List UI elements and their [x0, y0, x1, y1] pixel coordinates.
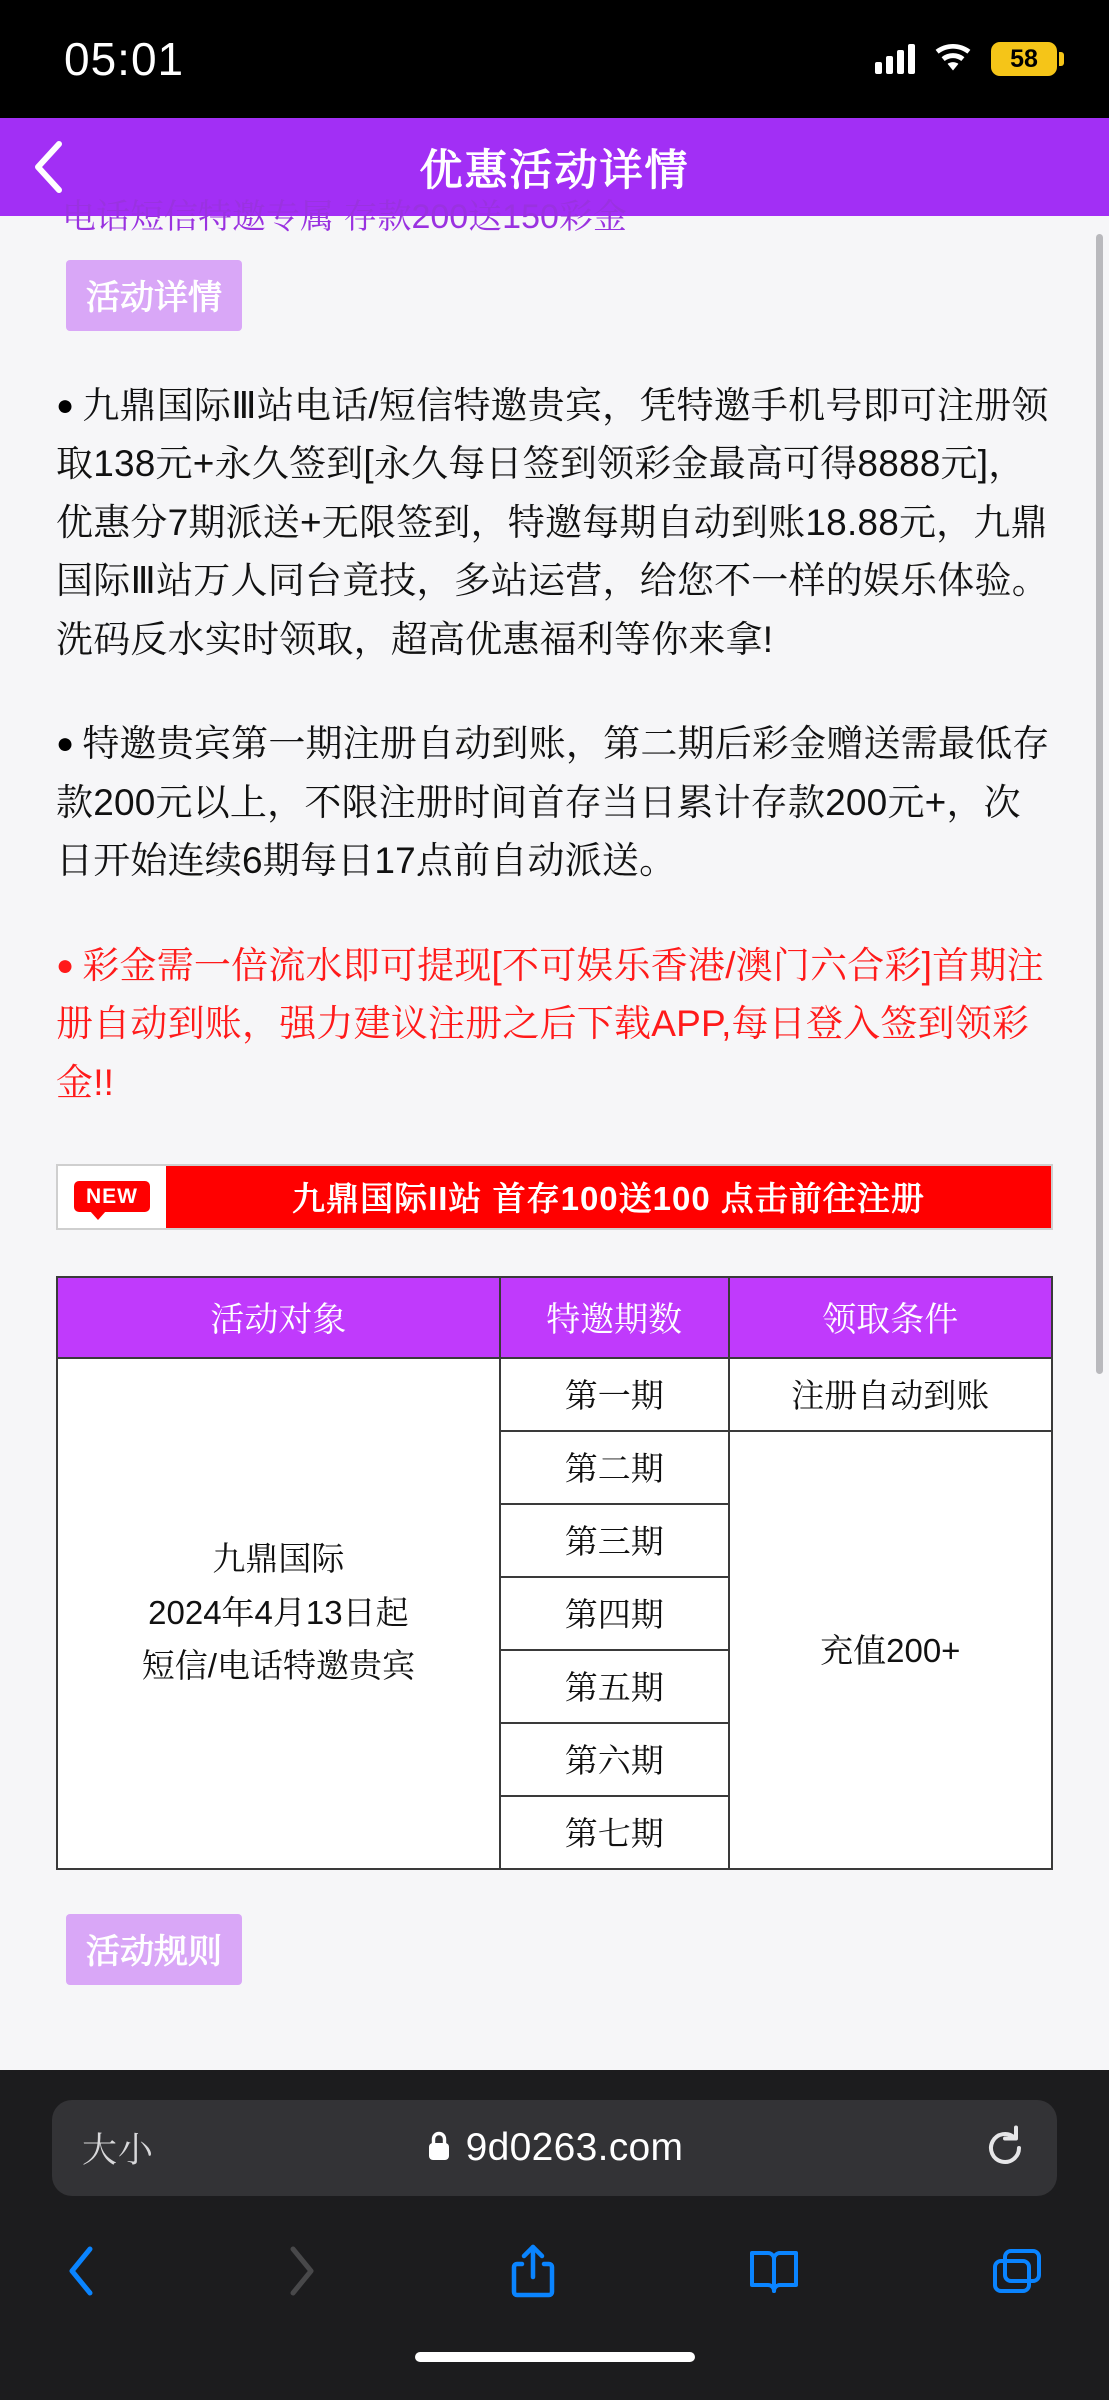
url-text: 9d0263.com	[465, 2126, 684, 2169]
table-header-row	[57, 1277, 1052, 1358]
forward-button[interactable]	[287, 2245, 317, 2297]
section-label-rules: 活动规则	[66, 1914, 242, 1985]
table-cell-object	[57, 1358, 500, 1869]
paragraph-1-text: 九鼎国际Ⅲ站电话/短信特邀贵宾，凭特邀手机号即可注册领取138元+永久签到[永久每日签到领彩金最高可得8888元]，优惠分7期派送+无限签到，特邀每期自动到账18.88元，九鼎国际Ⅲ站万人同台竟技，多站运营，给您不一样的娱乐体验。洗码反水实时领取，超高优惠福利等你来拿!	[56, 385, 1049, 660]
bullet-icon: ●	[56, 727, 75, 761]
browser-bottom-bar	[0, 2070, 1109, 2400]
object-line-3: 短信/电话特邀贵宾	[141, 1647, 415, 1685]
promo-banner[interactable]	[56, 1164, 1053, 1230]
object-line-1: 九鼎国际	[212, 1540, 345, 1578]
new-badge-wrap	[58, 1166, 166, 1228]
lock-icon	[426, 2130, 452, 2167]
paragraph-1	[0, 377, 1109, 669]
battery-indicator: 58	[991, 42, 1057, 76]
promo-table	[56, 1276, 1053, 1870]
paragraph-3	[0, 937, 1109, 1112]
paragraph-2-text: 特邀贵宾第一期注册自动到账，第二期后彩金赠送需最低存款200元以上，不限注册时间首存当日累计存款200元+，次日开始连续6期每日17点前自动派送。	[56, 723, 1050, 882]
table-cell-period: 第一期	[500, 1358, 729, 1431]
bullet-icon: ●	[56, 389, 75, 422]
promo-banner-text: 九鼎国际II站 首存100送100 点击前往注册	[166, 1166, 1051, 1228]
table-header-object: 活动对象	[57, 1277, 500, 1358]
table-header-period: 特邀期数	[500, 1277, 729, 1358]
bullet-icon: ●	[56, 948, 75, 982]
status-indicators	[875, 42, 1057, 76]
page-title: 优惠活动详情	[419, 146, 690, 195]
page-size-button[interactable]: 大小	[82, 2131, 155, 2170]
address-bar[interactable]	[52, 2100, 1057, 2196]
status-time: 05:01	[64, 33, 185, 85]
object-line-2: 2024年4月13日起	[148, 1593, 409, 1631]
table-cell-period: 第四期	[500, 1577, 729, 1650]
paragraph-3-text: 彩金需一倍流水即可提现[不可娱乐香港/澳门六合彩]首期注册自动到账，强力建议注册之后下载APP,每日登入签到领彩金!!	[56, 944, 1044, 1103]
table-cell-period: 第二期	[500, 1431, 729, 1504]
table-header-condition: 领取条件	[729, 1277, 1052, 1358]
back-button[interactable]	[66, 2245, 96, 2297]
table-cell-period: 第六期	[500, 1723, 729, 1796]
tabs-icon[interactable]	[991, 2247, 1043, 2295]
status-bar	[0, 0, 1109, 118]
table-cell-condition-first: 注册自动到账	[729, 1358, 1052, 1431]
cellular-signal-icon	[875, 44, 915, 74]
table-cell-period: 第五期	[500, 1650, 729, 1723]
table-row	[57, 1358, 1052, 1431]
reload-button[interactable]	[983, 2125, 1027, 2171]
page-scrollbar[interactable]	[1096, 234, 1103, 1374]
browser-toolbar	[0, 2196, 1109, 2346]
promo-table-wrap	[0, 1230, 1109, 1870]
paragraph-2	[0, 715, 1109, 890]
share-icon[interactable]	[509, 2243, 557, 2299]
new-badge-icon: NEW	[74, 1181, 150, 1212]
home-indicator	[0, 2346, 1109, 2400]
table-cell-period: 第七期	[500, 1796, 729, 1869]
address-bar-center	[52, 2126, 1057, 2170]
wifi-icon	[933, 44, 973, 74]
clipped-headline: 电话短信特邀专属 存款200送150彩金	[62, 198, 627, 236]
section-label-detail: 活动详情	[66, 260, 242, 331]
book-icon[interactable]	[748, 2247, 800, 2295]
table-cell-period: 第三期	[500, 1504, 729, 1577]
table-cell-condition-rest: 充值200+	[729, 1431, 1052, 1869]
